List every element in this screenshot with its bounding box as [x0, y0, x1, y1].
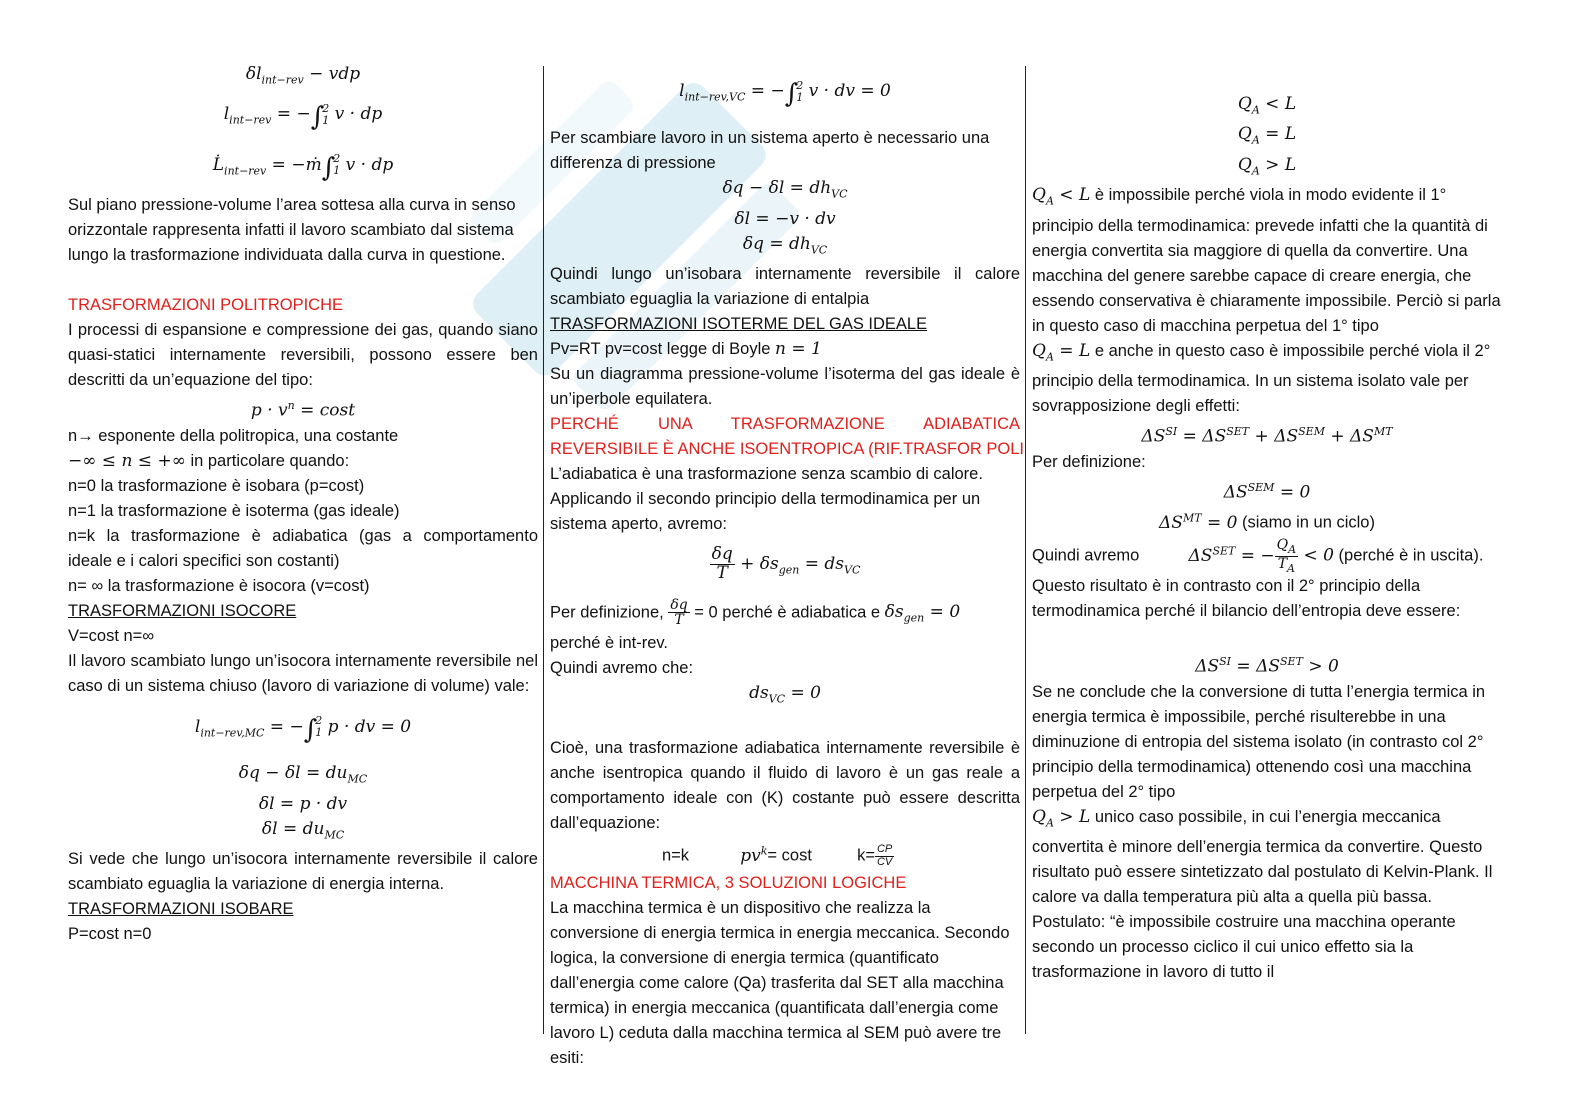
equation-ds-vc: $ds_{VC} = 0$ [749, 682, 821, 706]
n-definition: n→ esponente della politropica, una costante [68, 426, 399, 445]
column-right [1032, 92, 1502, 985]
equation-dl-du: $\delta l = du_{MC}$ [261, 818, 345, 841]
equation-l-int-rev: $l_{int-rev}$ = −∫ 2 1 v · dp [223, 101, 383, 133]
equation-politropica: $p \cdot v^n = \cos t$ [250, 399, 356, 421]
paragraph-isobara: Quindi lungo un’isobara internamente reversibile il calore scambiato eguaglia la variazione di entalpia [550, 265, 1020, 309]
paragraph-isentropica: Cioè, una trasformazione adiabatica internamente reversibile è anche isentropica quando il fluido di lavoro è un gas reale a comportamento ideale con (K) costante può essere descritta dall’equazione: [550, 739, 1020, 833]
equation-dl-vdv: δl = −v · dv [734, 208, 836, 229]
heading-macchina: MACCHINA TERMICA, 3 SOLUZIONI LOGICHE [550, 873, 907, 892]
case-qa-greater: $Q_A > L$ [1237, 154, 1297, 178]
paragraph-case-1: $Q_A < L$ è impossibile perché viola in modo evidente il 1° principio della termodinamica: prevede infatti che la quantità di energia convertita sia maggiore di quella da convertire. Una macchina del genere sarebbe capace di creare energia, che essendo conservativa è chiaramente impossibile. Perciò si parla in questo caso di macchina perpetua del 1° tipo [1032, 185, 1501, 335]
equation-pvk-line: n=k $pv^k= \cos t$ k= $\frac{CP}{CV}$ [662, 843, 893, 868]
paragraph-open-system: Per scambiare lavoro in un sistema aperto è necessario una differenza di pressione [550, 129, 990, 173]
paragraph-conclusione: Se ne conclude che la conversione di tutta l’energia termica in energia termica è impossibile, perché risulterebbe in una diminuzione di entropia del sistema isolato (in contrasto col 2° principio della termodinamica) ottenendo così una macchina perpetua del 2° tipo [1032, 682, 1486, 801]
column-divider-1 [543, 66, 544, 1034]
paragraph-case-2: $Q_A = L$ e anche in questo caso è impossibile perché viola il 2° principio della termodinamica. In un sistema isolato vale per sovrapposizione degli effetti: [1032, 340, 1491, 415]
paragraph-isocore: Il lavoro scambiato lungo un’isocora internamente reversibile nel caso di un sistema chiuso (lavoro di variazione di volume) vale: [68, 651, 538, 695]
paragraph-macchina: La macchina termica è un dispositivo che realizza la conversione di energia termica in energia meccanica. Secondo logica, la conversione di energia termica (quantificato dall’energia come calore (Qa) trasferita dal SET alla macchina termica) in energia meccanica (quantificata dall’energia come lavoro L) ceduta dalla macchina termica al SEM può avere tre esiti: [550, 898, 1010, 1067]
isocore-condition: V=cost n=∞ [68, 626, 155, 645]
column-divider-2 [1025, 66, 1026, 1034]
heading-isoterme: TRASFORMAZIONI ISOTERME DEL GAS IDEALE [550, 315, 928, 334]
case-qa-less: $Q_A < L$ [1237, 94, 1297, 117]
n-range: −∞ ≤ n ≤ +∞ in particolare quando: [68, 450, 350, 471]
paragraph-iperbole: Su un diagramma pressione-volume l’isoterma del gas ideale è un’iperbole equilatera. [550, 365, 1020, 409]
paragraph-case-3: $Q_A > L$ unico caso possibile, in cui l’energia meccanica convertita è minore dell’energia termica da convertire. Questo risultato può essere sintetizzato dal postulato di Kelvin-Plank. Il calore va dalla temperatura più alta a quella più bassa. Postulato: “è impossibile costruire una macchina operante secondo un processo ciclico il cui unico effetto sia la trasformazione in lavoro di tutto il [1032, 806, 1493, 981]
paragraph-area: Sul piano pressione-volume l’area sottesa alla curva in senso orizzontale rappresenta infatti il lavoro scambiato dal sistema lungo la trasformazione individuata dalla curva in questione. [68, 196, 516, 265]
column-middle [550, 62, 1025, 1071]
heading-isobare: TRASFORMAZIONI ISOBARE [68, 900, 294, 918]
equation-dq-dh: $\delta q = dh_{VC}$ [742, 233, 828, 257]
isobare-condition: P=cost n=0 [68, 925, 152, 943]
equation-l-vc: $l_{int-rev,VC}$ = −∫ 2 1 v · dv = 0 [679, 78, 891, 109]
heading-isocore: TRASFORMAZIONI ISOCORE [68, 601, 297, 620]
paragraph-politropiche: I processi di espansione e compressione dei gas, quando siano quasi-statici internamente reversibili, possono essere ben descritti da un’equazione del tipo: [68, 321, 538, 390]
equation-entropy-final: $\Delta S^{SI} = \Delta S^{SET} > 0$ [1195, 654, 1339, 677]
equation-dl: $\delta l_{int-rev}$ − vdp [245, 64, 361, 87]
equation-entropy: $\frac{\delta q}{T}$ + $\delta s_{gen} = ds_{VC}$ [711, 544, 861, 584]
equation-s-sem: $\Delta S^{SEM} = 0$ [1223, 480, 1311, 503]
n-zero: n=0 la trasformazione è isobara (p=cost) [68, 476, 365, 495]
equation-dq-mc: $\delta q - \delta l = du_{MC}$ [238, 763, 368, 786]
case-qa-equal: $Q_A = L$ [1237, 124, 1297, 147]
heading-perche-line1: PERCHÉ UNA TRASFORMAZIONE ADIABATICA [550, 415, 1020, 434]
n-one: n=1 la trasformazione è isoterma (gas ideale) [68, 501, 400, 520]
column-left [68, 62, 538, 947]
definition-line: Per definizione, $\frac{\delta q}{T}$ = 0 perché è adiabatica e $\delta s_{gen} = 0$ [550, 596, 961, 629]
equation-s-mt: $\Delta S^{MT} = 0$ (siamo in un ciclo) [1159, 511, 1375, 533]
equation-entropy-sum: $\Delta S^{SI} = \Delta S^{SET} + \Delta S^{SEM} + \Delta S^{MT}$ [1141, 424, 1393, 447]
paragraph-contrasto: Questo risultato è in contrasto con il 2° principio della termodinamica perché il bilancio dell’entropia deve essere: [1032, 576, 1461, 620]
definition-int-rev: perché è int-rev. [550, 633, 668, 652]
equation-l-mc: $l_{int-rev,MC}$ = −∫ 2 1 p · dv = 0 [194, 714, 412, 745]
n-infinity: n= ∞ la trasformazione è isocora (v=cost) [68, 576, 370, 595]
quindi-avremo: Quindi avremo che: [550, 658, 694, 677]
isoterme-condition: Pv=RT pv=cost legge di Boyle n = 1 [550, 339, 822, 360]
paragraph-adiabatica: L’adiabatica è una trasformazione senza scambio di calore. Applicando il secondo principio della termodinamica per un sistema aperto, avremo: [550, 465, 983, 534]
equation-dl-pdv: δl = p · dv [258, 793, 348, 814]
heading-perche-line2: REVERSIBILE È ANCHE ISOENTROPICA (RIF.TRASFOR POLI [550, 440, 1025, 459]
paragraph-isocore-result: Si vede che lungo un’isocora internamente reversibile il calore scambiato eguaglia la variazione di energia interna. [68, 850, 538, 893]
equation-L-int-rev: $L̇_{int-rev}$ = −ṁ∫ 2 1 v · dp [212, 152, 394, 183]
n-k: n=k la trasformazione è adiabatica (gas a comportamento ideale e i calori specifici son costanti) [68, 526, 538, 570]
equation-s-set-line: Quindi avremo $\Delta S^{SET}$ = − $\frac{Q_A}{T_A}$ < 0 (perché è in uscita). [1032, 537, 1484, 575]
equation-dq-vc: $\delta q - \delta l = dh_{VC}$ [722, 178, 848, 201]
heading-politropiche: TRASFORMAZIONI POLITROPICHE [68, 296, 344, 315]
per-definizione: Per definizione: [1032, 452, 1146, 471]
